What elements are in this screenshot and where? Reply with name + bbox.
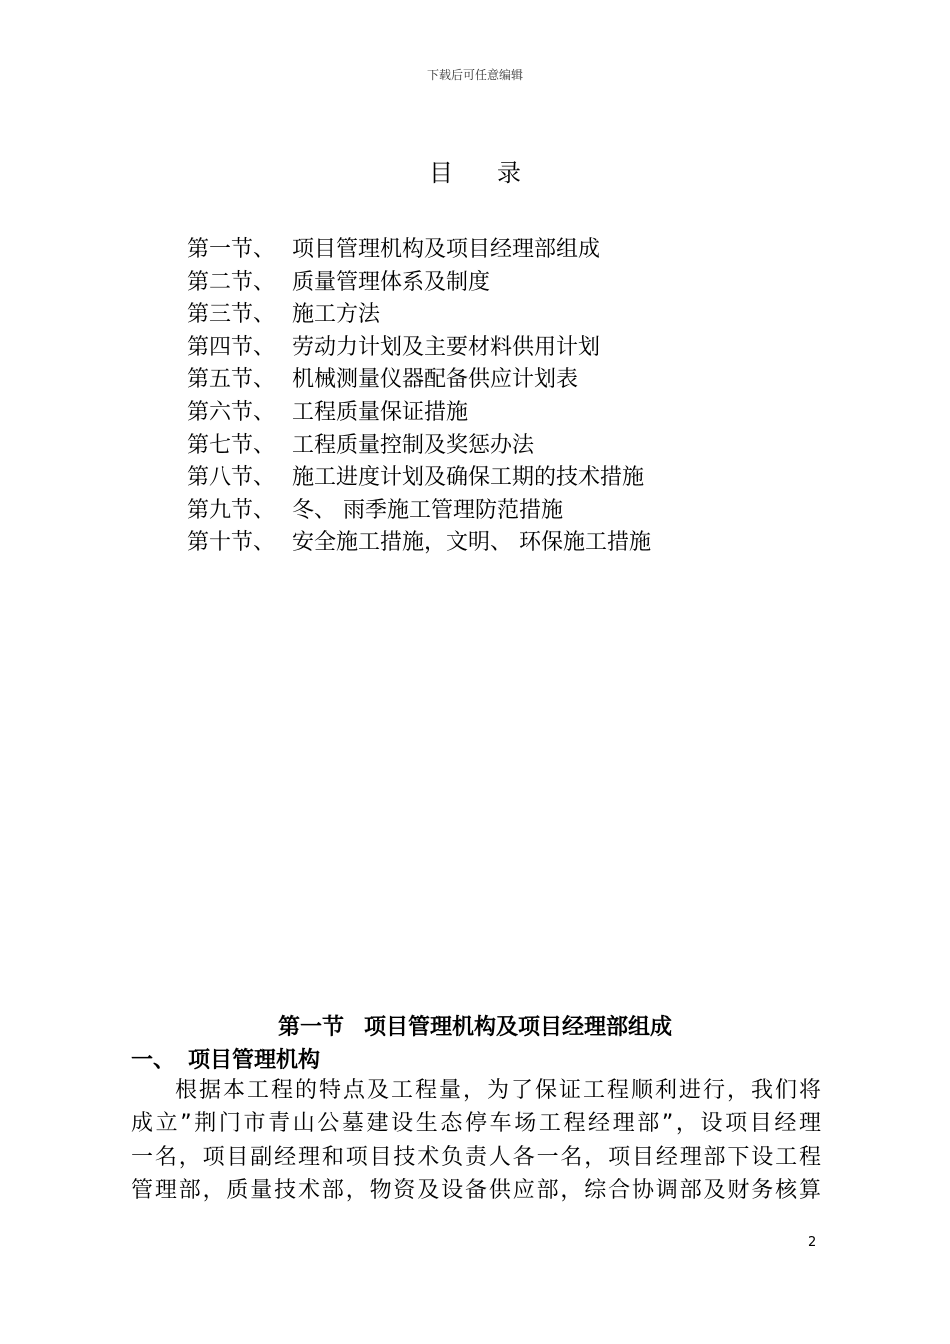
toc-item-number: 第八节、	[187, 465, 276, 491]
paragraph-line: 成立”荆门市青山公墓建设生态停车场工程经理部”，设项目经理	[131, 1111, 821, 1137]
subsection-number: 一、	[131, 1048, 176, 1073]
toc-item-text: 劳动力计划及主要材料供用计划	[292, 334, 601, 360]
header-note: 下载后可任意编辑	[426, 68, 523, 82]
body-paragraph	[131, 1074, 821, 1207]
toc-item	[187, 332, 651, 365]
toc-item-text: 冬、 雨季施工管理防范措施	[292, 497, 563, 523]
toc-item-number: 第九节、	[187, 497, 276, 523]
toc-item-number: 第一节、	[187, 237, 276, 262]
toc-item-number: 第十节、	[187, 530, 276, 556]
section-number: 第一节	[277, 1015, 344, 1040]
toc-item-number: 第七节、	[187, 432, 276, 458]
subsection-heading	[131, 1043, 320, 1074]
toc-title: 目录	[429, 159, 565, 187]
toc-item-number: 第五节、	[187, 367, 276, 393]
toc-item	[187, 397, 651, 430]
toc-item	[187, 234, 651, 267]
toc-list	[187, 234, 651, 560]
paragraph-line: 管理部，质量技术部，物资及设备供应部，综合协调部及财务核算	[131, 1177, 821, 1203]
toc-item-text: 施工进度计划及确保工期的技术措施	[292, 465, 645, 491]
toc-item-text: 安全施工措施，文明、 环保施工措施	[292, 530, 651, 556]
toc-item-text: 工程质量控制及奖惩办法	[292, 432, 535, 458]
toc-item	[187, 364, 651, 397]
toc-item	[187, 495, 651, 528]
toc-item-text: 质量管理体系及制度	[292, 269, 491, 295]
paragraph-line: 一名，项目副经理和项目技术负责人各一名，项目经理部下设工程	[131, 1144, 821, 1170]
toc-item-number: 第二节、	[187, 269, 276, 295]
subsection-title: 项目管理机构	[188, 1048, 321, 1073]
toc-item	[187, 527, 651, 560]
toc-item-text: 机械测量仪器配备供应计划表	[292, 367, 579, 393]
toc-item	[187, 299, 651, 332]
toc-item-text: 施工方法	[292, 302, 381, 328]
page-number: 2	[808, 1235, 817, 1250]
section-heading	[0, 1010, 950, 1041]
toc-item-number: 第四节、	[187, 334, 276, 360]
toc-item-number: 第六节、	[187, 399, 276, 425]
toc-item-text: 项目管理机构及项目经理部组成	[292, 237, 601, 262]
section-title: 项目管理机构及项目经理部组成	[364, 1015, 673, 1040]
toc-item	[187, 267, 651, 300]
paragraph-line: 根据本工程的特点及工程量，为了保证工程顺利进行，我们将	[175, 1078, 821, 1103]
toc-item	[187, 462, 651, 495]
toc-item-number: 第三节、	[187, 302, 276, 328]
toc-item	[187, 430, 651, 463]
toc-item-text: 工程质量保证措施	[292, 399, 469, 425]
